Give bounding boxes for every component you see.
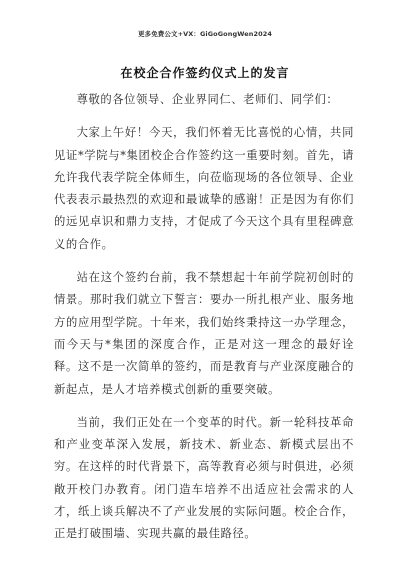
document-title: 在校企合作签约仪式上的发言	[120, 66, 290, 80]
paragraph-3: 当前，我们正处在一个变革的时代。新一轮科技革命和产业变革深入发展，新技术、新业态、新模式层出不穷。在这样的时代背景下，高等教育必须与时俱进，必须敞开校门办教育。闭门造车培养不出适应社会需求的人才，纸上谈兵解决不了产业发展的实际问题。校企合作，正是打破围墙、实现共赢的最佳路径。	[54, 415, 354, 541]
header-note: 更多免费公文+VX：GiGoGongWen2024	[138, 30, 272, 38]
salutation: 尊敬的各位领导、企业界同仁、老师们、同学们：	[76, 93, 339, 106]
paragraph-2: 站在这个签约台前，我不禁想起十年前学院初创时的情景。那时我们就立下誓言：要办一所扎根产业、服务地方的应用型学院。十年来，我们始终秉持这一办学理念，而今天与*集团的深度合作，正是对这一理念的最好诠释。这不是一次简单的签约，而是教育与产业深度融合的新起点，是人才培养模式创新的重要突破。	[54, 271, 354, 396]
paragraph-1: 大家上午好！今天，我们怀着无比喜悦的心情，共同见证*学院与*集团校企合作签约这一重要时刻。首先，请允许我代表学院全体师生，向莅临现场的各位领导、企业代表表示最热烈的欢迎和最诚挚的感谢！正是因为有你们的远见卓识和鼎力支持，才促成了今天这个具有里程碑意义的合作。	[54, 126, 354, 251]
document-body	[54, 89, 354, 546]
